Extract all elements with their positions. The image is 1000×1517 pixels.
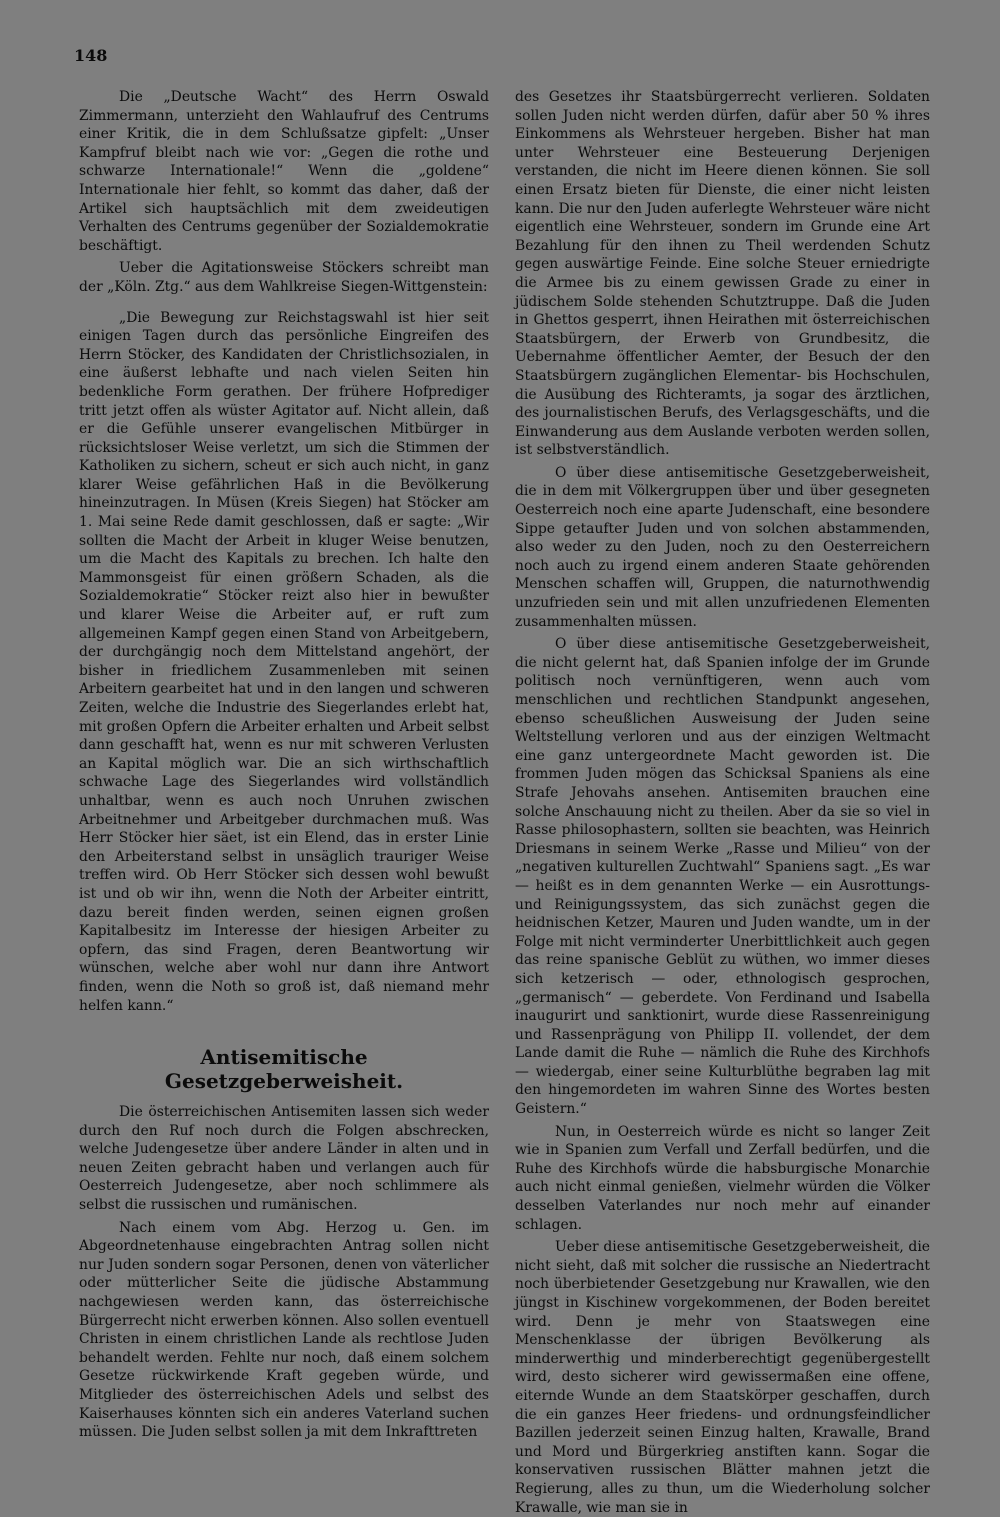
left-column (79, 88, 489, 1442)
paragraph: Nun, in Oesterreich würde es nicht so langer Zeit wie in Spanien zum Verfall und Zerfall bedürfen, und die Ruhe des Kirchhofs würde die habsburgische Monarchie auch nicht einmal genießen, vielmehr würden die Völker desselben Vaterlandes nur noch mehr auf einander schlagen. (515, 1123, 930, 1233)
paragraph: Die „Deutsche Wacht“ des Herrn Oswald Zimmermann, unterzieht den Wahlaufruf des Centrums einer Kritik, die in dem Schlußsatze gipfelt: „Unser Kampfruf bleibt nach wie vor: „Gegen die rothe und schwarze Internationale!“ Wenn die „goldene“ Internationale hier fehlt, so kommt das daher, daß der Artikel sich hauptsächlich mit dem zweideutigen Verhalten des Centrums gegenüber der Sozialdemokratie beschäftigt. (79, 89, 489, 254)
section-heading: Antisemitische Gesetzgeberweisheit. (164, 1045, 404, 1094)
page-number: 148 (74, 46, 108, 65)
paragraph: O über diese antisemitische Gesetzgeberweisheit, die in dem mit Völkergruppen über und über gesegneten Oesterreich noch eine aparte Judenschaft, eine besondere Sippe getaufter Juden und von solchen abstammenden, also weder zu den Juden, noch zu den Oesterreichern noch auch zu irgend einem anderen Staate gehörenden Menschen schaffen will, Gruppen, die naturnothwendig unzufrieden sein und mit allen unzufriedenen Elementen zusammenhalten müssen. (515, 464, 930, 630)
paragraph: Ueber diese antisemitische Gesetzgeberweisheit, die nicht sieht, daß mit solcher die russische an Niedertracht noch überbietender Gesetzgebung nur Krawallen, wie den jüngst in Kischinew vorgekommenen, der Boden bereitet wird. Denn je mehr von Staatswegen eine Menschenklasse der übrigen Bevölkerung als minderwerthig und minderberechtigt gegenübergestellt wird, desto sicherer wird gewissermaßen eine offene, eiternde Wunde an dem Staatskörper geschaffen, durch die ein ganzes Heer friedens- und ordnungsfeindlicher Bazillen jederzeit seinen Einzug halten, Krawalle, Brand und Mord und Bürgerkrieg anstiften kann. Sogar die konservativen russischen Blätter mahnen jetzt die Regierung, alles zu thun, um die Wiederholung solcher Krawalle, wie man sie in (515, 1239, 930, 1516)
paragraph: Nach einem vom Abg. Herzog u. Gen. im Abgeordnetenhause eingebrachten Antrag sollen nicht nur Juden sondern sogar Personen, denen von väterlicher oder mütterlicher Seite die jüdische Abstammung nachgewiesen werden kann, das österreichische Bürgerrecht nicht erwerben können. Also sollen eventuell Christen in einem christlichen Lande als rechtlose Juden behandelt werden. Fehlte nur noch, daß einem solchem Gesetze rückwirkende Kraft gegeben würde, und Mitglieder des österreichischen Adels und selbst des Kaiserhauses könnten sich ein anderes Vaterland suchen müssen. Die Juden selbst sollen ja mit dem Inkrafttreten (79, 1219, 489, 1441)
paragraph: Die österreichischen Antisemiten lassen sich weder durch den Ruf noch durch die Folgen abschrecken, welche Judengesetze über andere Länder in alten und in neuen Zeiten gebracht haben und verlangen auch für Oesterreich Judengesetze, aber noch schlimmere als selbst die russischen und rumänischen. (79, 1104, 489, 1214)
paragraph: des Gesetzes ihr Staatsbürgerrecht verlieren. Soldaten sollen Juden nicht werden dürfen, dafür aber 50 % ihres Einkommens als Wehrsteuer hergeben. Bisher hat man unter Wehrsteuer eine Besteuerung Derjenigen verstanden, die nicht im Heere dienen können. Sie soll einen Ersatz bieten für Dienste, die einer nicht leisten kann. Die nur den Juden auferlegte Wehrsteuer wäre nicht eigentlich eine Wehrsteuer, sondern im Grunde eine Art Bezahlung für den ihnen zu Theil werdenden Schutz gegen auswärtige Feinde. Eine solche Steuer erniedrigte die Armee bis zu einem gewissen Grade zu einer in jüdischem Solde stehenden Schutztruppe. Daß die Juden in Ghettos gesperrt, ihnen Heirathen mit österreichischen Staatsbürgern, der Erwerb von Grundbesitz, die Uebernahme öffentlicher Aemter, der Besuch der den Staatsbürgern zugänglichen Elementar- bis Hochschulen, die Ausübung des Richteramts, ja sogar des ärztlichen, des journalistischen Berufs, des Verlagsgeschäfts, und die Einwanderung aus dem Auslande verboten werden sollen, ist selbstverständlich. (515, 89, 930, 459)
paragraph: „Die Bewegung zur Reichstagswahl ist hier seit einigen Tagen durch das persönliche Eingreifen des Herrn Stöcker, des Kandidaten der Christlichsozialen, in eine äußerst lebhafte und nach vielen Seiten hin bedenkliche Form gerathen. Der frühere Hofprediger tritt jetzt offen als wüster Agitator auf. Nicht allein, daß er die Gefühle unserer evangelischen Mitbürger in rücksichtsloser Weise verletzt, um sich die Stimmen der Katholiken zu sichern, scheut er sich auch nicht, in ganz klarer Weise gefährlichen Haß in die Bevölkerung hineinzutragen. In Müsen (Kreis Siegen) hat Stöcker am 1. Mai seine Rede damit geschlossen, daß er sagte: „Wir sollten die Macht der Arbeit in kluger Weise benutzen, um die Macht des Kapitals zu brechen. Ich halte den Mammonsgeist für einen größern Schaden, als die Sozialdemokratie“ Stöcker reizt also hier in bewußter und klarer Weise die Arbeiter auf, er ruft zum allgemeinen Kampf gegen einen Stand von Arbeitgebern, der durchgängig noch dem Mittelstand angehört, der bisher in friedlichem Zusammenleben mit seinen Arbeitern gearbeitet hat und in den langen und schweren Zeiten, welche die Industrie des Siegerlandes erlebt hat, mit großen Opfern die Arbeiter erhalten und Arbeit selbst dann geschafft hat, wenn es nur mit schweren Verlusten an Kapital möglich war. Die an sich wirthschaftlich schwache Lage des Siegerlandes wird vollständlich unhaltbar, wenn es auch noch Unruhen zwischen Arbeitnehmer und Arbeitgeber durchmachen muß. Was Herr Stöcker hier säet, ist ein Elend, das in erster Linie den Arbeiterstand selbst in unsäglich trauriger Weise treffen wird. Ob Herr Stöcker sich dessen wohl bewußt ist und ob wir ihn, wenn die Noth der Arbeiter eintritt, dazu bereit finden werden, seinen eignen großen Kapitalbesitz im Interesse der hiesigen Arbeiter zu opfern, das sind Fragen, deren Beantwortung wir wünschen, welche aber wohl nur dann ihre Antwort finden, wenn die Noth so groß ist, daß niemand mehr helfen kann.“ (79, 309, 489, 1014)
paragraph: Ueber die Agitationsweise Stöckers schreibt man der „Köln. Ztg.“ aus dem Wahlkreise Siegen-Wittgenstein: (79, 260, 489, 295)
paragraph: O über diese antisemitische Gesetzgeberweisheit, die nicht gelernt hat, daß Spanien infolge der im Grunde politisch noch vernünftigeren, wenn auch vom menschlichen und rechtlichen Standpunkt angesehen, ebenso scheußlichen Ausweisung der Juden seine Weltstellung verloren und aus der einzigen Weltmacht eine ganz untergeordnete Macht geworden ist. Die frommen Juden mögen das Schicksal Spaniens als eine Strafe Jehovahs ansehen. Antisemiten brauchen eine solche Anschauung nicht zu theilen. Aber da sie so viel in Rasse philosophastern, sollten sie beachten, was Heinrich Driesmans in seinem Werke „Rasse und Milieu“ von der „negativen kulturellen Zuchtwahl“ Spaniens sagt. „Es war — heißt es in dem genannten Werke — ein Ausrottungs- und Reinigungssystem, das sich zunächst gegen die heidnischen Ketzer, Mauren und Juden wandte, um in der Folge mit nicht verminderter Unerbittlichkeit auch gegen das reine spanische Geblüt zu wüthen, wo immer dieses sich ketzerisch — oder, ethnologisch gesprochen, „germanisch“ — geberdete. Von Ferdinand und Isabella inaugurirt und sanktionirt, wurde diese Rassenreinigung und Rassenprägung von Philipp II. vollendet, der dem Lande damit die Ruhe — nämlich die Ruhe des Kirchhofs — wiedergab, einer seine Kulturblüthe begraben lag mit den hingemordeten im wahren Sinne des Wortes besten Geistern.“ (515, 636, 930, 1118)
right-column (515, 88, 930, 1517)
